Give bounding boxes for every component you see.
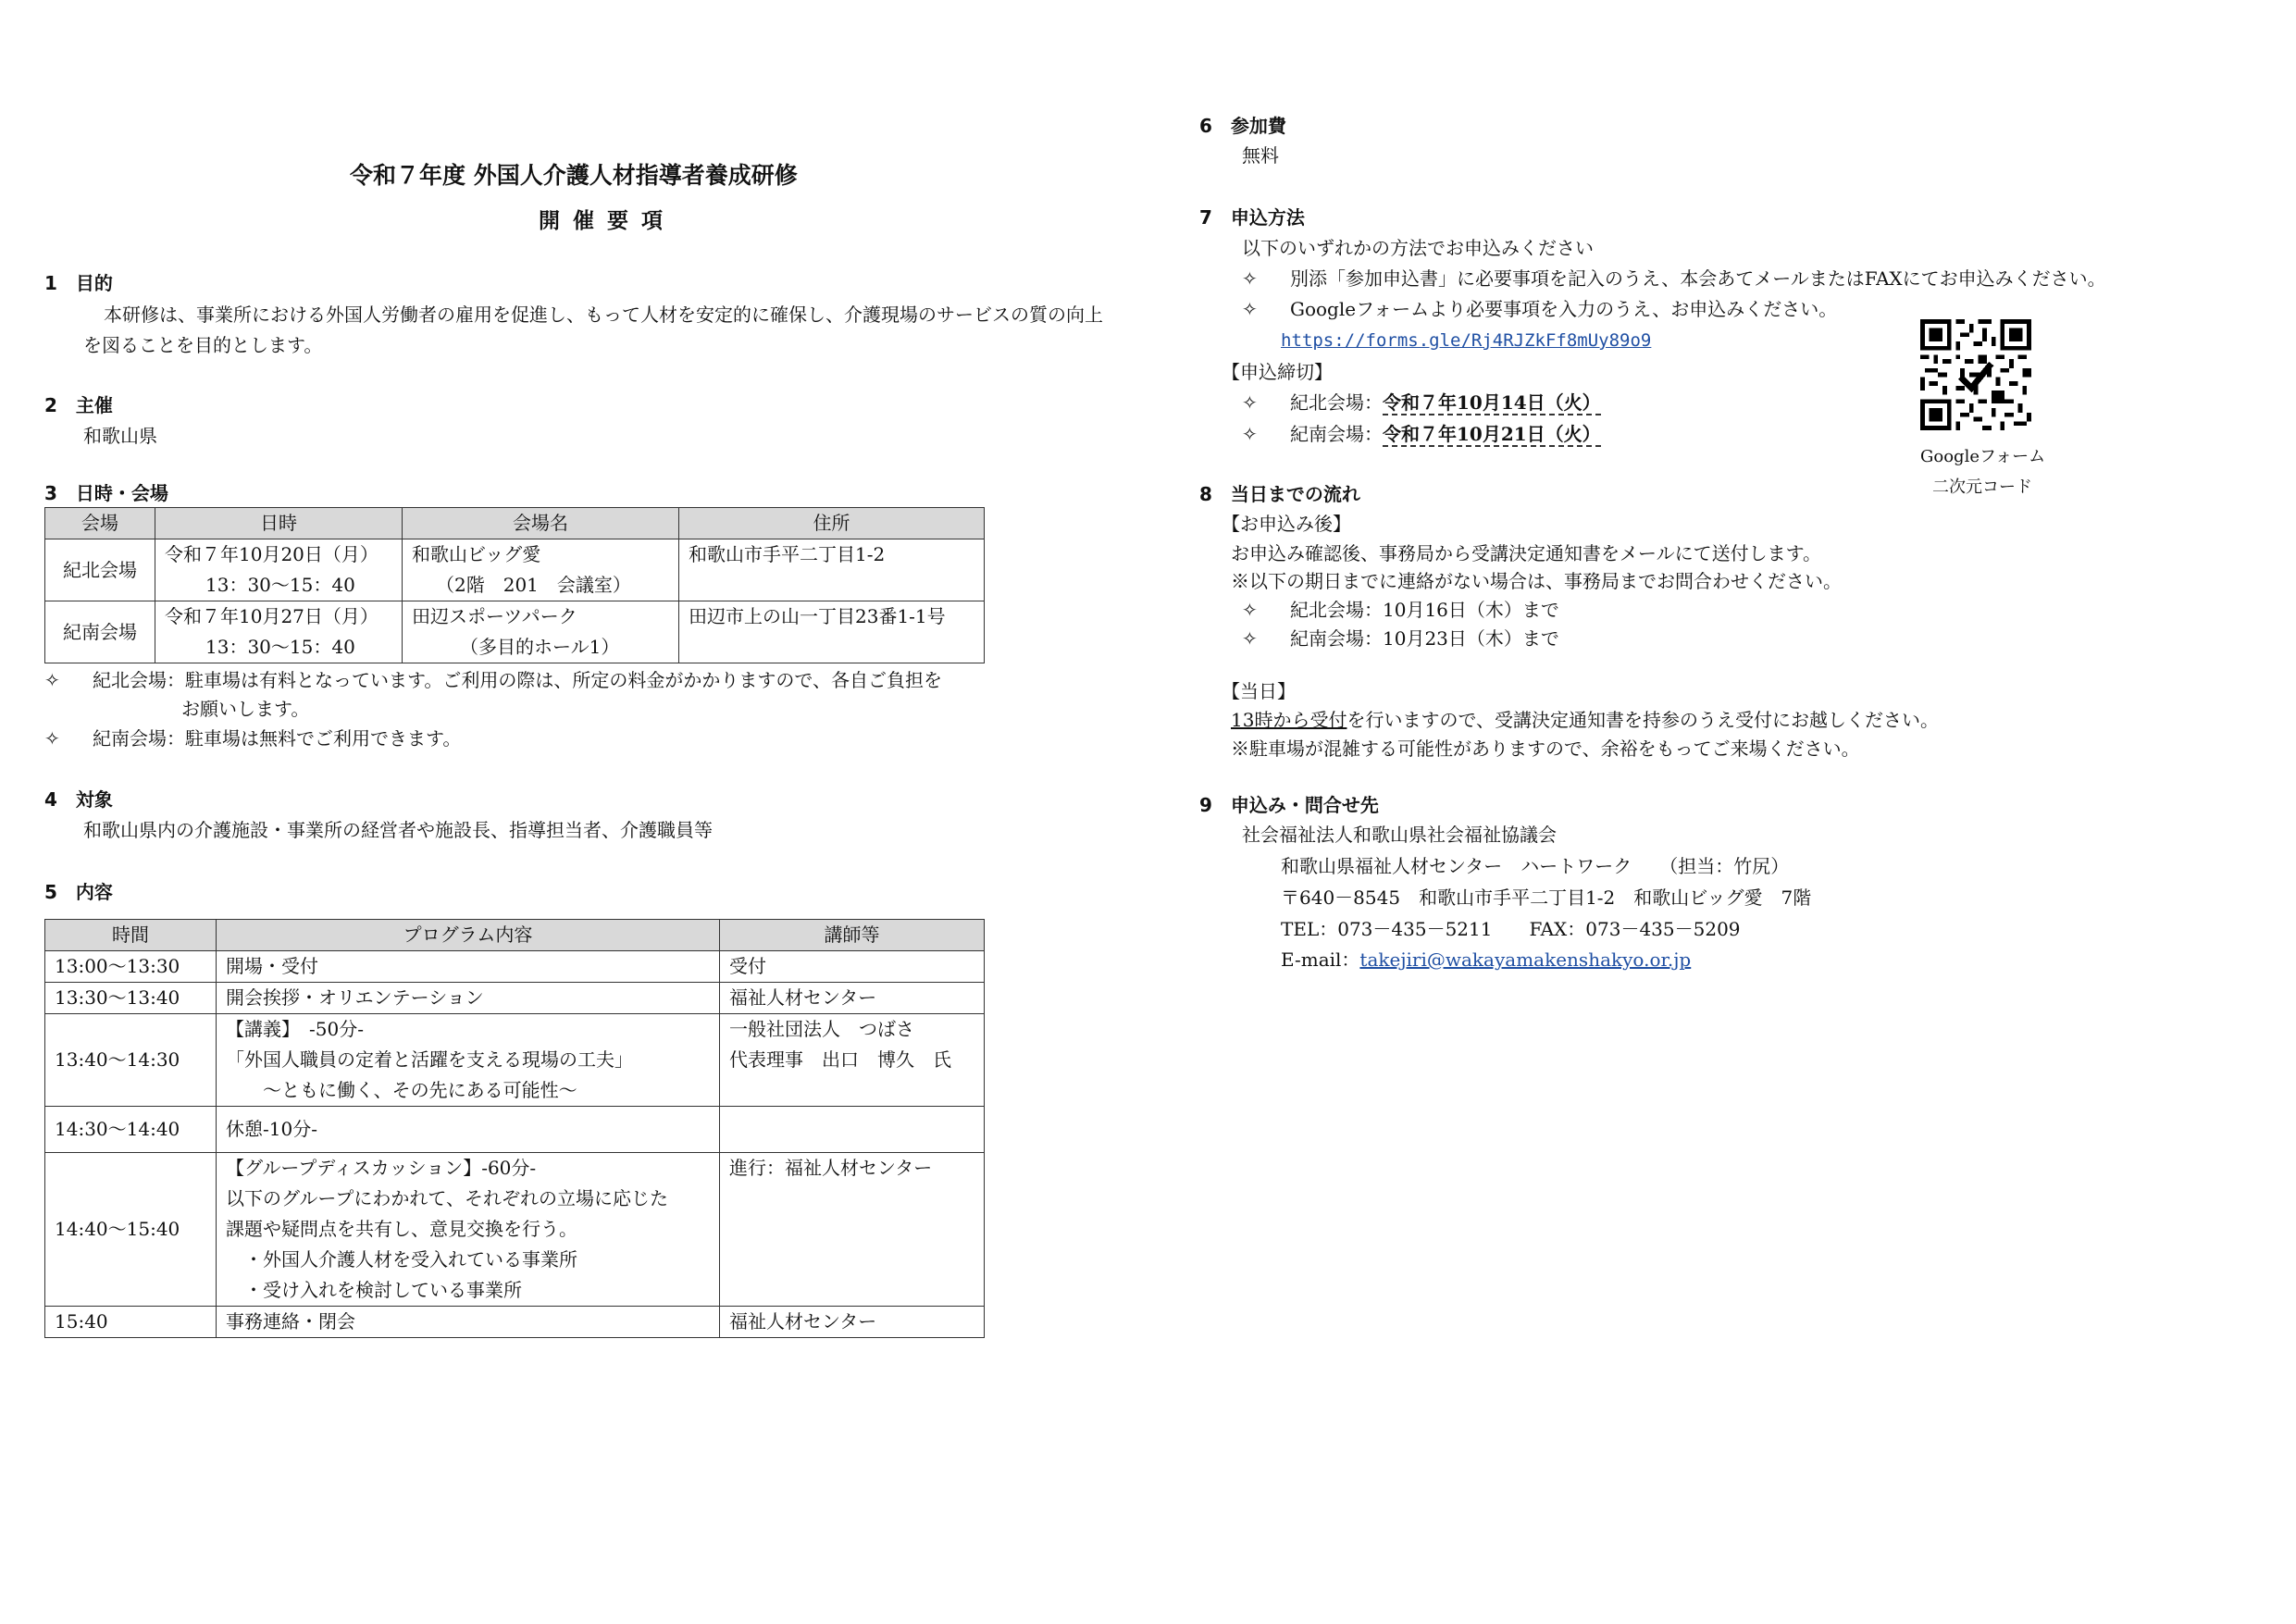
venue-cell: 紀南会場 <box>45 601 155 663</box>
section-3-heading: 3 日時・会場 <box>44 482 168 504</box>
section-6-heading: 6 参加費 <box>1199 115 1286 137</box>
venue-header-cell: 会場 <box>45 508 155 539</box>
section-6-body: 無料 <box>1242 144 1279 167</box>
venue-time: 13：30～15：40 <box>205 574 355 596</box>
program-line: 課題や疑問点を共有し、意見交換を行う。 <box>226 1218 577 1240</box>
venue-header-cell: 会場名 <box>403 508 679 539</box>
diamond-bullet-icon: ✧ <box>1242 267 1258 290</box>
deadline-south <box>1242 419 1601 450</box>
program-header-cell: 時間 <box>45 920 217 951</box>
program-content: 事務連絡・閉会 <box>217 1307 720 1338</box>
program-lecturer <box>720 1107 985 1153</box>
email-label: E-mail： <box>1281 948 1360 971</box>
diamond-bullet-icon: ✧ <box>1242 391 1258 414</box>
qr-code-icon[interactable] <box>1920 319 2031 430</box>
program-line: ～ともに働く、その先にある可能性～ <box>263 1079 577 1101</box>
program-row <box>45 983 985 1014</box>
day-line-1-rest: を行いますので、受講決定通知書を持参のうえ受付にお越しください。 <box>1347 709 1940 731</box>
parking-note-2-text: 紀南会場：駐車場は無料でご利用できます。 <box>93 727 462 750</box>
diamond-bullet-icon: ✧ <box>1242 627 1258 650</box>
program-content <box>217 1153 720 1307</box>
apply-method-2 <box>1242 294 1837 325</box>
diamond-bullet-icon: ✧ <box>44 727 60 750</box>
email-link[interactable]: takejiri@wakayamakenshakyo.or.jp <box>1359 948 1692 971</box>
apply-method-2-text: Googleフォームより必要事項を入力のうえ、お申込みください。 <box>1290 298 1838 320</box>
program-time: 13:40～14:30 <box>45 1014 217 1107</box>
section-1-heading: 1 目的 <box>44 272 113 294</box>
diamond-bullet-icon: ✧ <box>1242 423 1258 445</box>
program-header-cell: 講師等 <box>720 920 985 951</box>
contact-deadline-north-text: 紀北会場：10月16日（木）まで <box>1290 599 1559 621</box>
contact-center: 和歌山県福祉人材センター ハートワーク （担当：竹尻） <box>1281 855 1790 877</box>
contact-phone-fax: TEL：073－435－5211 FAX：073－435－5209 <box>1281 918 1741 940</box>
venue-name: 田辺スポーツパーク <box>412 605 577 627</box>
page-title: 令和７年度 外国人介護人材指導者養成研修 <box>350 162 798 189</box>
apply-method-1 <box>1242 264 2106 294</box>
program-content: 開会挨拶・オリエンテーション <box>217 983 720 1014</box>
diamond-bullet-icon: ✧ <box>1242 298 1258 320</box>
contact-email <box>1281 945 1691 975</box>
venue-date: 令和７年10月20日（月） <box>165 543 379 565</box>
day-line-2: ※駐車場が混雑する可能性がありますので、余裕をもってご来場ください。 <box>1231 738 1860 760</box>
program-time: 14:40～15:40 <box>45 1153 217 1307</box>
section-7-intro: 以下のいずれかの方法でお申込みください <box>1242 237 1594 259</box>
program-header-cell: プログラム内容 <box>217 920 720 951</box>
program-time: 15:40 <box>45 1307 217 1338</box>
contact-org: 社会福祉法人和歌山県社会福祉協議会 <box>1242 824 1557 846</box>
contact-address: 〒640－8545 和歌山市手平二丁目1-2 和歌山ビッグ愛 7階 <box>1281 886 1812 909</box>
section-8-heading: 8 当日までの流れ <box>1199 483 1360 505</box>
venue-time: 13：30～15：40 <box>205 636 355 658</box>
contact-deadline-south-text: 紀南会場：10月23日（木）まで <box>1290 627 1559 650</box>
after-apply-line-1: お申込み確認後、事務局から受講決定通知書をメールにて送付します。 <box>1231 542 1821 564</box>
section-2-body: 和歌山県 <box>83 425 157 447</box>
program-table <box>44 919 985 1338</box>
deadline-label: 【申込締切】 <box>1222 361 1333 383</box>
venue-header-cell: 日時 <box>155 508 403 539</box>
section-1-line-2: を図ることを目的とします。 <box>83 334 323 356</box>
section-7-heading: 7 申込方法 <box>1199 206 1305 229</box>
program-lecturer: 福祉人材センター <box>720 1307 985 1338</box>
venue-address-cell: 田辺市上の山一丁目23番1-1号 <box>679 601 985 663</box>
parking-note-1-text: 紀北会場：駐車場は有料となっています。ご利用の際は、所定の料金がかかりますので、各自ご負担を <box>93 669 942 691</box>
program-content: 休憩-10分- <box>217 1107 720 1153</box>
venue-header-cell: 住所 <box>679 508 985 539</box>
venue-name: 和歌山ビッグ愛 <box>412 543 541 565</box>
program-time: 14:30～14:40 <box>45 1107 217 1153</box>
program-line: ・外国人介護人材を受入れている事業所 <box>244 1248 577 1271</box>
venue-table-header <box>45 508 985 539</box>
parking-note-1-cont: お願いします。 <box>181 698 310 720</box>
program-content: 開場・受付 <box>217 951 720 983</box>
diamond-bullet-icon: ✧ <box>1242 599 1258 621</box>
qr-caption-2: 二次元コード <box>1932 477 2032 497</box>
venue-address-cell: 和歌山市手平二丁目1-2 <box>679 539 985 601</box>
day-line-1 <box>1231 705 1939 736</box>
program-lecturer <box>720 1014 985 1107</box>
lecturer-line: 一般社団法人 つばさ <box>729 1018 914 1040</box>
section-4-heading: 4 対象 <box>44 788 113 811</box>
section-4-body: 和歌山県内の介護施設・事業所の経営者や施設長、指導担当者、介護職員等 <box>83 819 713 841</box>
program-row <box>45 1107 985 1153</box>
qr-caption-1: Googleフォーム <box>1920 447 2046 466</box>
program-row <box>45 951 985 983</box>
venue-room: （2階 201 会議室） <box>436 574 631 596</box>
venue-table-row <box>45 539 985 601</box>
venue-table-row <box>45 601 985 663</box>
venue-datetime-cell <box>155 539 403 601</box>
reception-time: 13時から受付 <box>1231 709 1347 731</box>
venue-date: 令和７年10月27日（月） <box>165 605 379 627</box>
program-line: 「外国人職員の定着と活躍を支える現場の工夫」 <box>226 1048 633 1071</box>
section-5-heading: 5 内容 <box>44 881 113 903</box>
section-9-heading: 9 申込み・問合せ先 <box>1199 794 1379 816</box>
venue-name-cell <box>403 601 679 663</box>
page-subtitle: 開催要項 <box>539 209 676 233</box>
google-form-link[interactable]: https://forms.gle/Rj4RJZkFf8mUy89o9 <box>1281 330 1652 351</box>
program-line: ・受け入れを検討している事業所 <box>244 1279 522 1301</box>
program-line: 以下のグループにわかれて、それぞれの立場に応じた <box>226 1187 668 1209</box>
deadline-north-label: 紀北会場： <box>1290 391 1383 414</box>
program-time: 13:00～13:30 <box>45 951 217 983</box>
venue-room: （多目的ホール1） <box>460 636 620 658</box>
program-table-header <box>45 920 985 951</box>
after-apply-label: 【お申込み後】 <box>1222 513 1351 535</box>
program-lecturer: 受付 <box>720 951 985 983</box>
apply-method-1-text: 別添「参加申込書」に必要事項を記入のうえ、本会あてメールまたはFAXにてお申込みください。 <box>1290 267 2106 290</box>
program-row <box>45 1307 985 1338</box>
deadline-south-label: 紀南会場： <box>1290 423 1383 445</box>
diamond-bullet-icon: ✧ <box>44 669 60 691</box>
venue-table <box>44 507 985 663</box>
section-1-line-1: 本研修は、事業所における外国人労働者の雇用を促進し、もって人材を安定的に確保し、介護現場のサービスの質の向上 <box>104 304 1103 326</box>
program-content <box>217 1014 720 1107</box>
lecturer-line: 代表理事 出口 博久 氏 <box>729 1048 951 1071</box>
parking-note-2 <box>44 724 461 754</box>
day-label: 【当日】 <box>1222 680 1296 702</box>
section-2-heading: 2 主催 <box>44 394 113 416</box>
venue-name-cell <box>403 539 679 601</box>
program-lecturer: 進行：福祉人材センター <box>720 1153 985 1307</box>
program-lecturer: 福祉人材センター <box>720 983 985 1014</box>
venue-cell: 紀北会場 <box>45 539 155 601</box>
deadline-north-date: 令和７年10月14日（火） <box>1383 391 1601 414</box>
program-line: 【グループディスカッション】-60分- <box>226 1157 537 1179</box>
program-row <box>45 1014 985 1107</box>
contact-deadline-north <box>1242 595 1559 626</box>
after-apply-line-2: ※以下の期日までに連絡がない場合は、事務局までお問合わせください。 <box>1231 570 1842 592</box>
program-row <box>45 1153 985 1307</box>
venue-datetime-cell <box>155 601 403 663</box>
program-line: 【講義】 -50分- <box>226 1018 364 1040</box>
program-time: 13:30～13:40 <box>45 983 217 1014</box>
deadline-south-date: 令和７年10月21日（火） <box>1383 423 1601 445</box>
parking-note-1 <box>44 665 942 696</box>
deadline-north <box>1242 388 1601 418</box>
contact-deadline-south <box>1242 624 1559 654</box>
